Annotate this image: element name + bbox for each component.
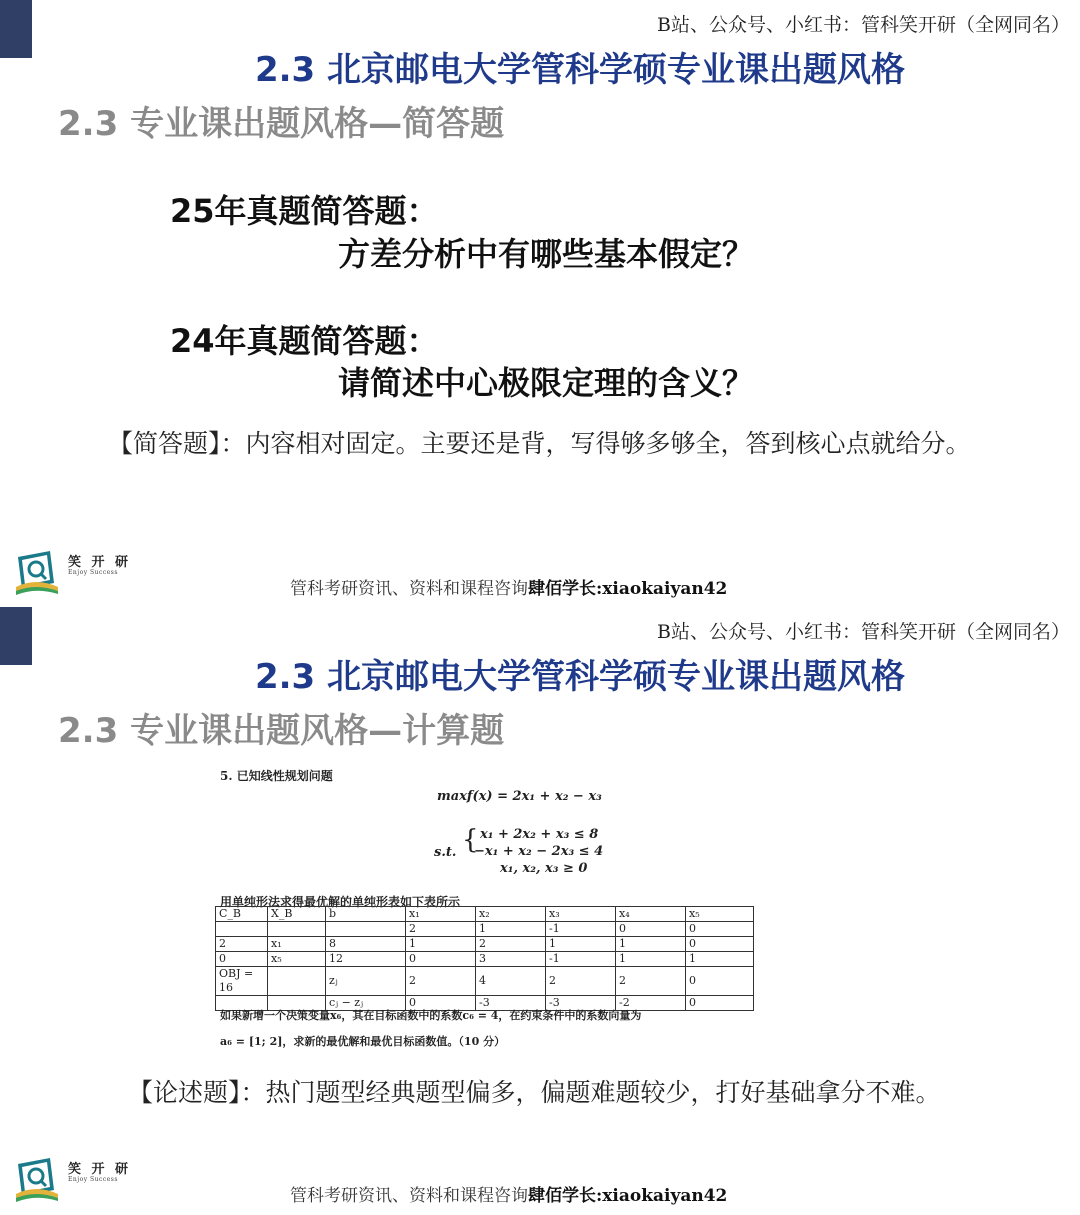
note-text: ：内容相对固定。主要还是背，写得够多够全，答到核心点就给分。 bbox=[220, 429, 971, 458]
table-cell: 0 bbox=[616, 922, 686, 937]
table-cell: -1 bbox=[546, 952, 616, 967]
table-cell: 2 bbox=[406, 967, 476, 996]
footer bbox=[290, 574, 727, 599]
table-cell: 2 bbox=[406, 922, 476, 937]
logo-tagline: Enjoy Success bbox=[68, 569, 118, 576]
table-cell: x₅ bbox=[268, 952, 326, 967]
footer-contact: 肆佰学长:xiaokaiyan42 bbox=[528, 1186, 728, 1206]
table-caption: 用单纯形法求得最优解的单纯形表如下表所示 bbox=[220, 895, 461, 909]
slide-calculation bbox=[0, 607, 1080, 1214]
section-subtitle: 2.3 专业课出题风格—计算题 bbox=[58, 711, 505, 751]
table-cell: 0 bbox=[686, 922, 754, 937]
table-cell: -3 bbox=[546, 996, 616, 1011]
table-cell: 1 bbox=[406, 937, 476, 952]
table-cell: 3 bbox=[476, 952, 546, 967]
section-subtitle: 2.3 专业课出题风格—简答题 bbox=[58, 104, 505, 144]
table-cell: 1 bbox=[546, 937, 616, 952]
table-cell: 2 bbox=[216, 937, 268, 952]
logo-tagline: Enjoy Success bbox=[68, 1176, 118, 1183]
logo-name: 笑 开 研 bbox=[68, 1162, 132, 1177]
table-cell: -1 bbox=[546, 922, 616, 937]
table-row bbox=[216, 922, 754, 937]
note-tag: 【简答题】 bbox=[108, 429, 221, 458]
table-cell bbox=[326, 922, 406, 937]
table-cell: X_B bbox=[268, 907, 326, 922]
table-row bbox=[216, 967, 754, 996]
table-cell: 0 bbox=[406, 952, 476, 967]
table-cell: x₅ bbox=[686, 907, 754, 922]
footer-contact: 肆佰学长:xiaokaiyan42 bbox=[528, 579, 728, 599]
table-cell: 2 bbox=[546, 967, 616, 996]
note-text: ：热门题型经典题型偏多，偏题难题较少，打好基础拿分不难。 bbox=[240, 1078, 941, 1107]
table-cell: 1 bbox=[616, 952, 686, 967]
note-tag: 【论述题】 bbox=[128, 1078, 241, 1107]
page-title: 2.3 北京邮电大学管科学硕专业课出题风格 bbox=[254, 50, 906, 90]
table-cell: x₁ bbox=[268, 937, 326, 952]
table-cell: 1 bbox=[686, 952, 754, 967]
footer-prefix: 管科考研资讯、资料和课程咨询 bbox=[290, 1186, 528, 1206]
followup-line-1: 如果新增一个决策变量x₆，其在目标函数中的系数c₆ = 4，在约束条件中的系数向量为 bbox=[220, 1009, 642, 1022]
question-1-text: 方差分析中有哪些基本假定？ bbox=[338, 235, 755, 273]
table-cell: OBJ = 16 bbox=[216, 967, 268, 996]
simplex-table bbox=[215, 906, 754, 1011]
table-cell: -2 bbox=[616, 996, 686, 1011]
logo bbox=[14, 547, 134, 597]
logo bbox=[14, 1154, 134, 1204]
followup-line-2: a₆ = [1; 2]，求新的最优解和最优目标函数值。（10 分） bbox=[220, 1035, 506, 1048]
table-cell: C_B bbox=[216, 907, 268, 922]
table-cell: -3 bbox=[476, 996, 546, 1011]
footer-prefix: 管科考研资讯、资料和课程咨询 bbox=[290, 579, 528, 599]
table-cell: 0 bbox=[216, 952, 268, 967]
table-cell: x₄ bbox=[616, 907, 686, 922]
question-1-year: 25年真题简答题： bbox=[170, 192, 439, 230]
logo-icon bbox=[14, 1154, 62, 1202]
table-cell: 1 bbox=[616, 937, 686, 952]
table-cell: cⱼ − zⱼ bbox=[326, 996, 406, 1011]
table-cell bbox=[216, 922, 268, 937]
table-cell: 2 bbox=[616, 967, 686, 996]
table-cell: 1 bbox=[476, 922, 546, 937]
table-row bbox=[216, 952, 754, 967]
table-row bbox=[216, 907, 754, 922]
problem-label: 5. 已知线性规划问题 bbox=[220, 769, 333, 783]
table-cell: x₁ bbox=[406, 907, 476, 922]
table-cell: zⱼ bbox=[326, 967, 406, 996]
constraint-2: −x₁ + x₂ − 2x₃ ≤ 4 bbox=[474, 844, 604, 859]
table-cell: x₃ bbox=[546, 907, 616, 922]
slide-short-answer bbox=[0, 0, 1080, 607]
table-cell: 0 bbox=[406, 996, 476, 1011]
table-cell: x₂ bbox=[476, 907, 546, 922]
logo-name: 笑 开 研 bbox=[68, 555, 132, 570]
short-answer-note bbox=[108, 420, 988, 468]
objective-function: maxf(x) = 2x₁ + x₂ − x₃ bbox=[437, 789, 602, 804]
problem-image bbox=[212, 767, 862, 1057]
brace: { bbox=[462, 825, 479, 855]
header-note: B站、公众号、小红书：管科笑开研（全网同名） bbox=[657, 621, 1070, 643]
table-cell bbox=[268, 967, 326, 996]
table-cell: b bbox=[326, 907, 406, 922]
table-cell: 0 bbox=[686, 967, 754, 996]
table-cell bbox=[268, 922, 326, 937]
constraint-st-label: s.t. bbox=[434, 845, 457, 860]
table-row bbox=[216, 937, 754, 952]
footer bbox=[290, 1181, 727, 1206]
table-cell: 8 bbox=[326, 937, 406, 952]
question-2-text: 请简述中心极限定理的含义？ bbox=[338, 364, 755, 402]
logo-icon bbox=[14, 547, 62, 595]
table-cell: 12 bbox=[326, 952, 406, 967]
table-cell: 0 bbox=[686, 996, 754, 1011]
question-2-year: 24年真题简答题： bbox=[170, 322, 439, 360]
header-note: B站、公众号、小红书：管科笑开研（全网同名） bbox=[657, 14, 1070, 36]
table-cell: 2 bbox=[476, 937, 546, 952]
essay-note bbox=[128, 1069, 1028, 1117]
table-cell: 0 bbox=[686, 937, 754, 952]
table-cell: 4 bbox=[476, 967, 546, 996]
constraint-1: x₁ + 2x₂ + x₃ ≤ 8 bbox=[480, 827, 599, 842]
constraint-3: x₁, x₂, x₃ ≥ 0 bbox=[500, 861, 588, 876]
page-title: 2.3 北京邮电大学管科学硕专业课出题风格 bbox=[254, 657, 906, 697]
